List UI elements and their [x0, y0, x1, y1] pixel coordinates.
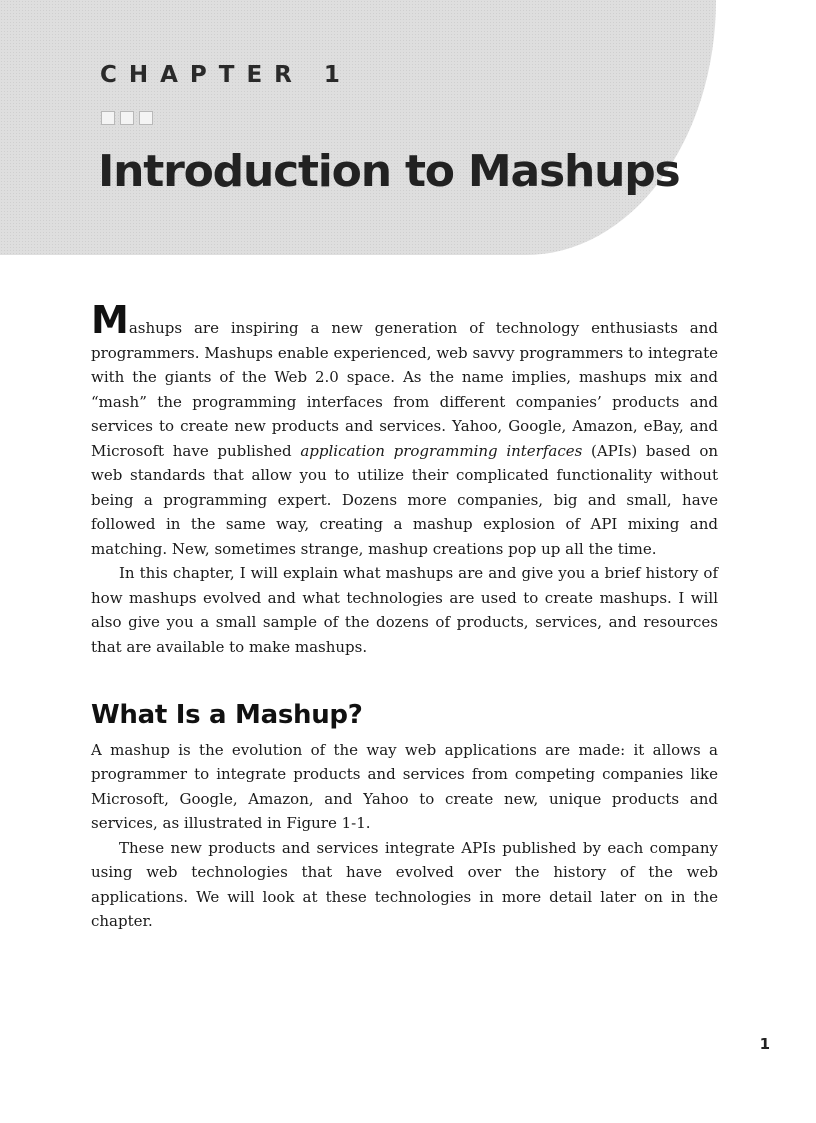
chapter-label: CHAPTER 1: [100, 62, 352, 88]
section-paragraph-1: A mashup is the evolution of the way web applications are made: it allows a programmer to integrate products and services from competing companies like Microsoft, Google, Amazon, and Yahoo to create new, unique products and services, as illustrated in Figure 1-1.: [91, 740, 718, 832]
section-paragraph-2: These new products and services integrate APIs published by each company using web technologies that have evolved over the history of the web applications. We will look at these technologies in more detail later on in the chapter.: [91, 838, 718, 930]
ornament-square: [139, 111, 153, 125]
intro-text-part-1: ashups are inspiring a new generation of technology enthusiasts and programmers. Mashups enable experienced, web savvy programmers to integrate with the giants of the Web 2.0 space. As the name implies, mashups mix and “mash” the programming interfaces from different companies’ products and services to create new products and services. Yahoo, Google, Amazon, eBay, and Microsoft have published: [91, 319, 718, 460]
ornament-square: [101, 111, 115, 125]
intro-paragraph: [91, 298, 719, 561]
intro-emphasis: application programming interfaces: [300, 441, 583, 460]
section-heading: What Is a Mashup?: [91, 700, 363, 730]
ornament-square: [120, 111, 134, 125]
chapter-ornament: [101, 111, 153, 125]
page-number: 1: [759, 1035, 770, 1053]
chapter-body: [91, 298, 719, 934]
intro-paragraph-2: In this chapter, I will explain what mashups are and give you a brief history of how mashups evolved and what technologies are used to create mashups. I will also give you a small sample of the dozens of products, services, and resources that are available to make mashups.: [91, 564, 718, 656]
drop-cap: M: [91, 298, 129, 342]
chapter-title: Introduction to Mashups: [98, 146, 680, 197]
chapter-header-band: [0, 0, 716, 255]
intro-text-part-2: (APIs) based on web standards that allow you to utilize their complicated functionality without being a programming expert. Dozens more companies, big and small, have followed in the same way, creating a mashup explosion of API mixing and matching. New, sometimes strange, mashup creations pop up all the time.: [91, 441, 719, 558]
